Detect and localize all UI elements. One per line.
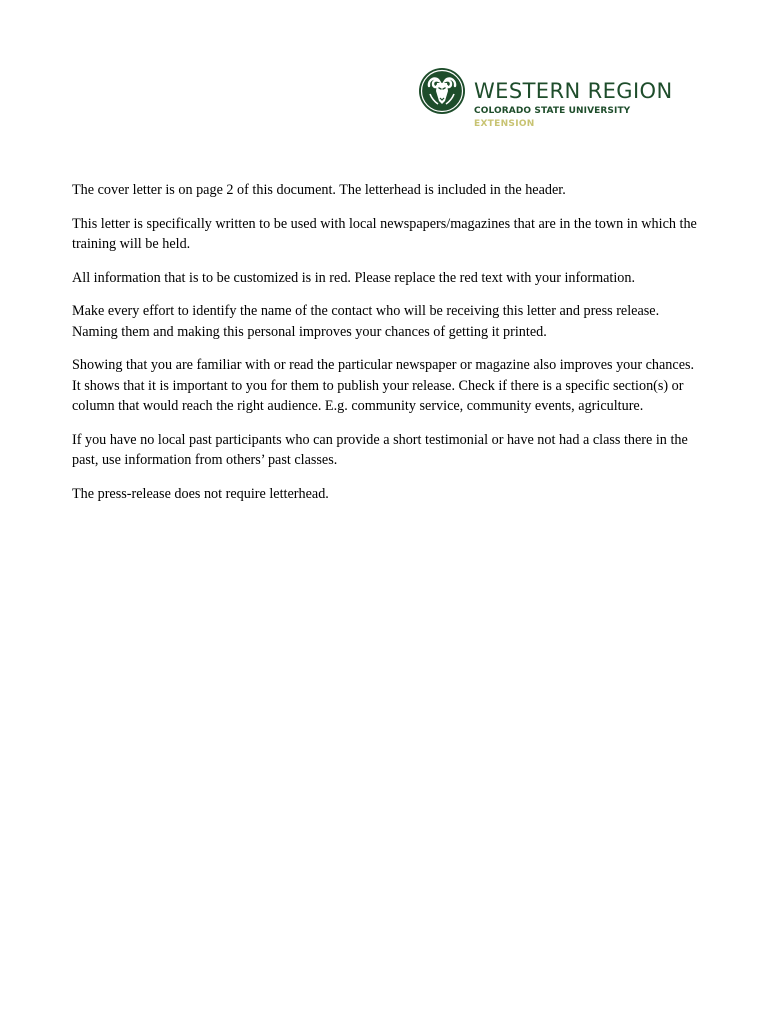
paragraph-familiarity: Showing that you are familiar with or read the particular newspaper or magazine also improves your chances. It shows that it is important to you for them to publish your release. Check if there is a specific section(s) or column that would reach the right audience. E.g. community service, community events, agriculture. [72,357,695,414]
brand-unit: EXTENSION [474,119,535,129]
brand-subtitle: COLORADO STATE UNIVERSITY [474,106,631,116]
brand-title: WESTERN REGION [474,79,673,103]
brand-text [474,67,673,130]
csu-ram-logo-icon [418,67,466,115]
paragraph-press-release: The press-release does not require letterhead. [72,485,329,502]
paragraph-identify-contact: Make every effort to identify the name of the contact who will be receiving this letter and press release. Naming them and making this personal improves your chances of getting it printed. [72,303,660,340]
paragraph-cover-letter: The cover letter is on page 2 of this document. The letterhead is included in the header. [72,182,566,198]
paragraph-local-newspapers: This letter is specifically written to be used with local newspapers/magazines that are in the town in which the training will be held. [72,215,697,252]
document-body [72,180,704,517]
paragraph-customize-red: All information that is to be customized is in red. Please replace the red text with your information. [72,269,636,286]
paragraph-testimonial: If you have no local past participants who can provide a short testimonial or have not had a class there in the past, use information from others’ past classes. [72,431,688,468]
letterhead [418,67,688,137]
